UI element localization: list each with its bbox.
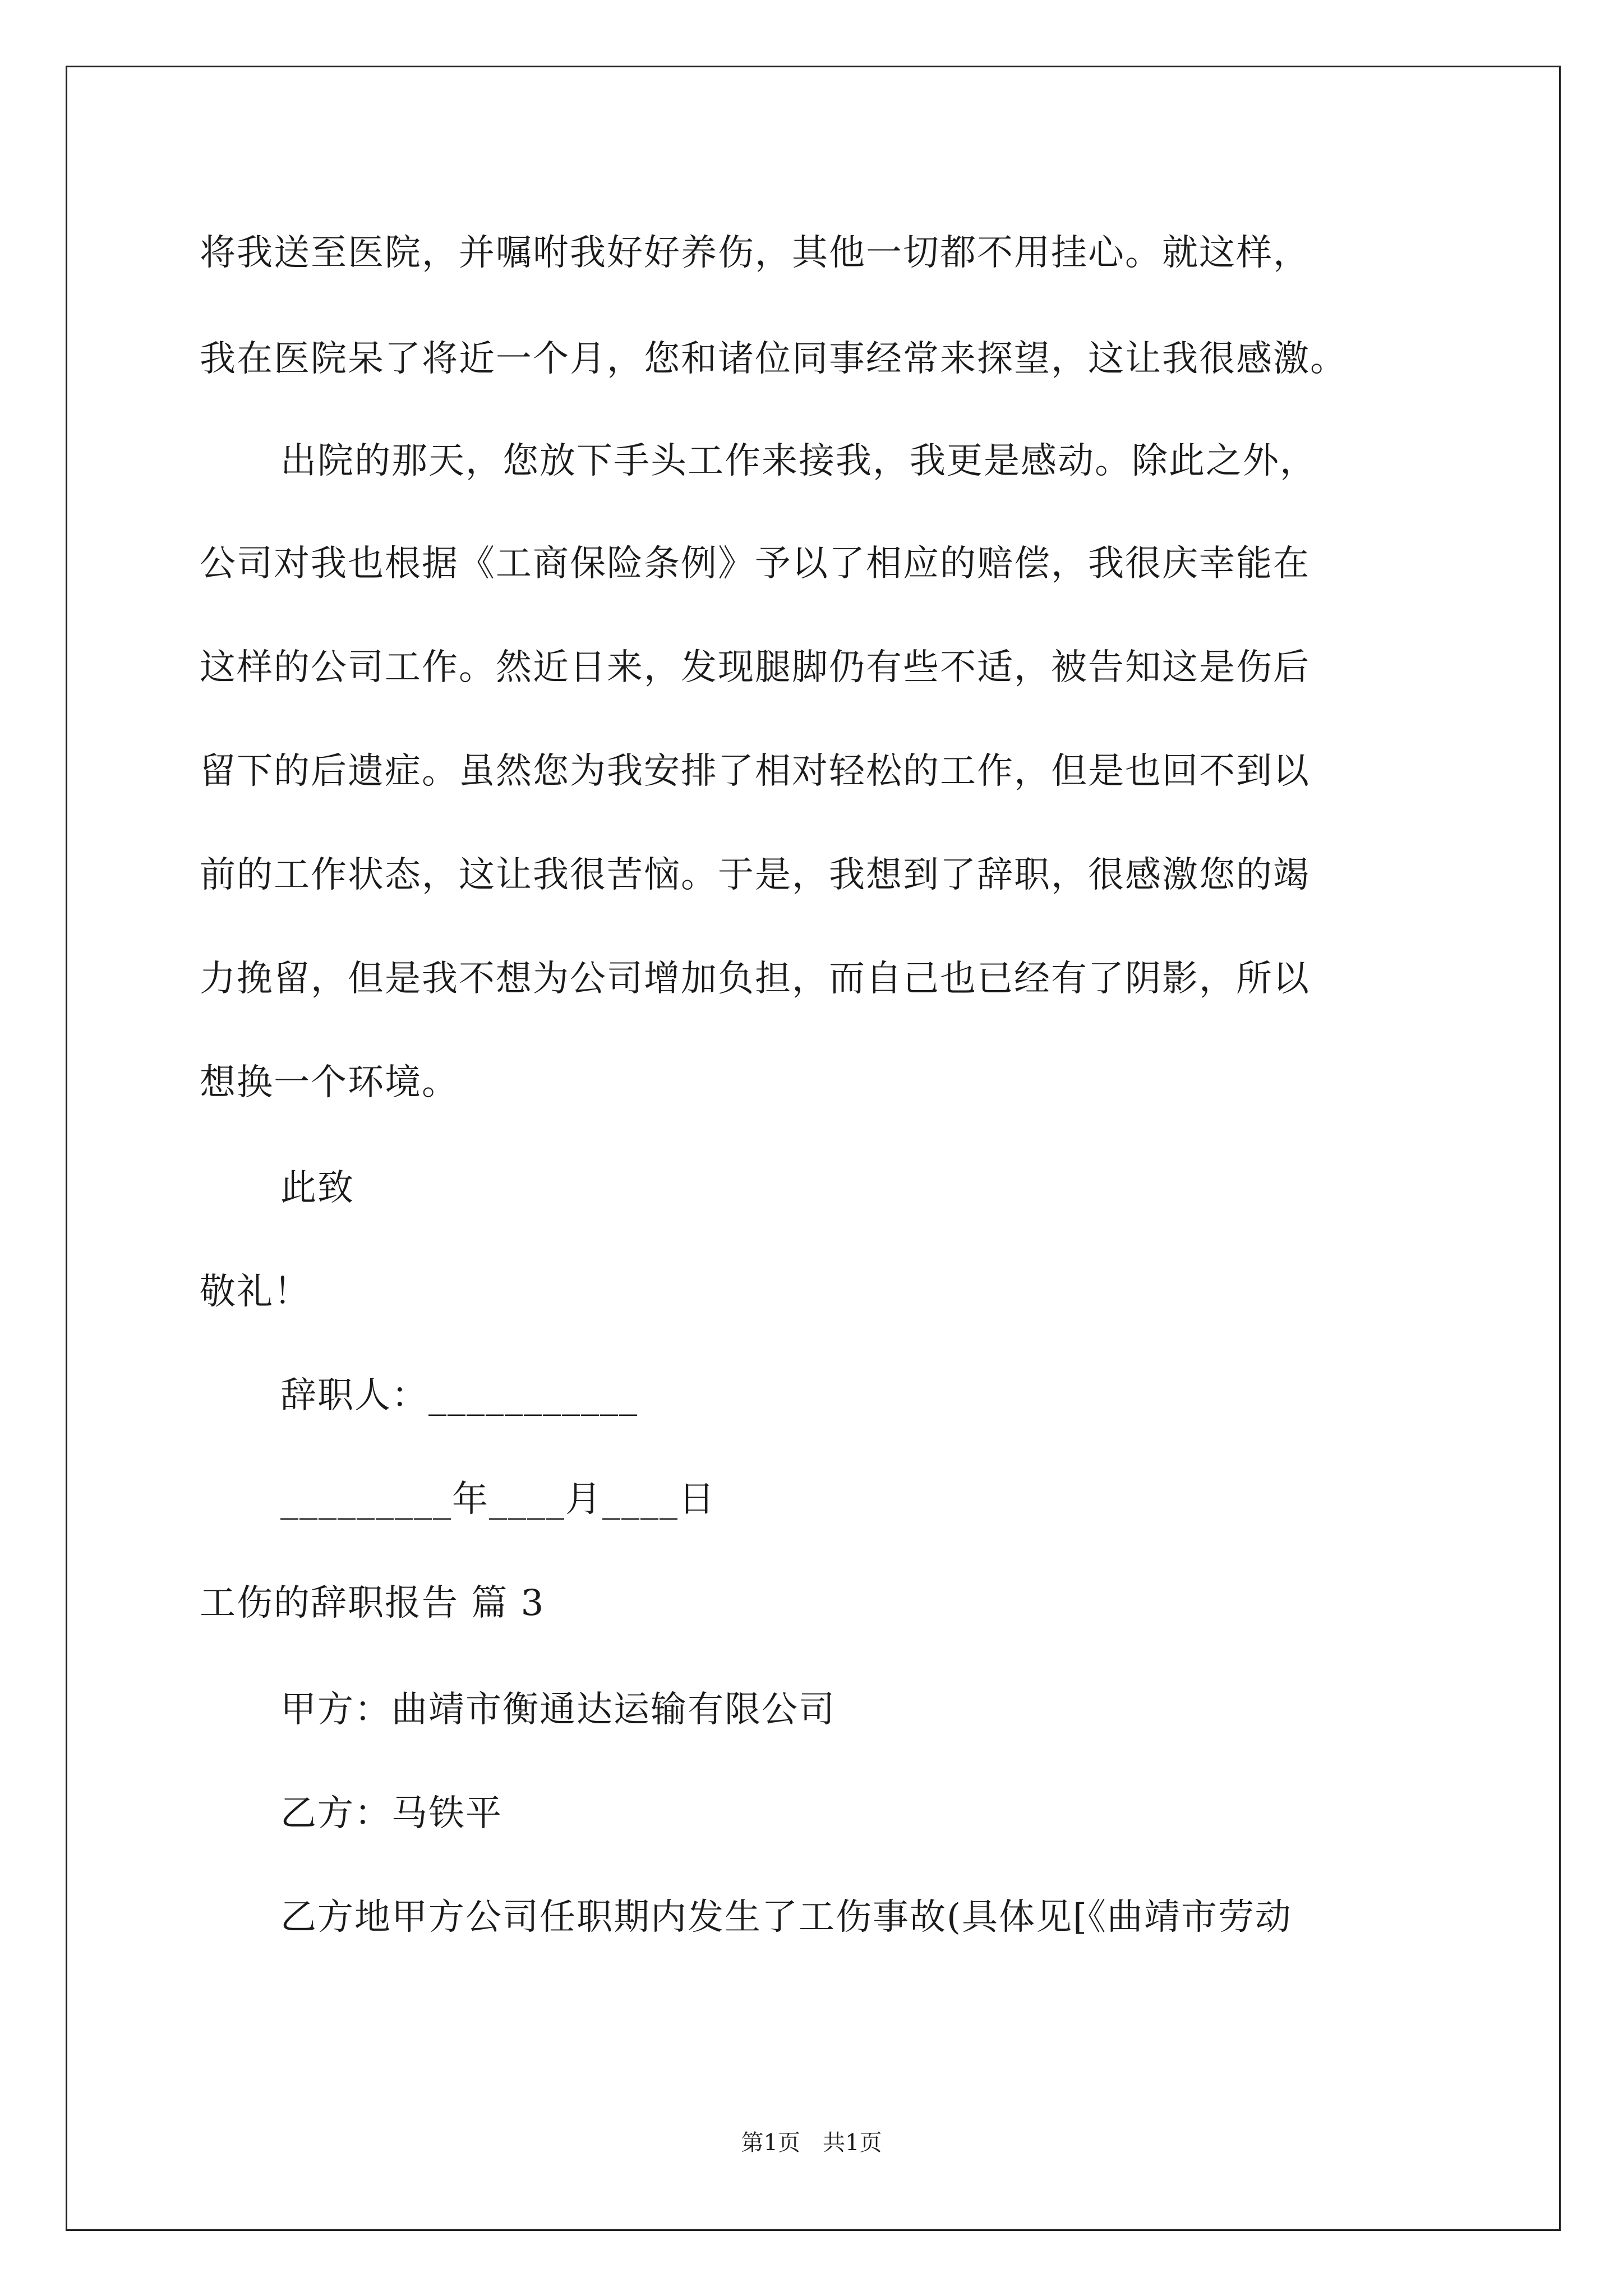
section-heading: 工伤的辞职报告 篇 3	[200, 1582, 545, 1624]
paragraph-line-5: 这样的公司工作。然近日来，发现腿脚仍有些不适，被告知这是伤后	[200, 647, 1310, 688]
closing-salutation: 此致	[280, 1167, 354, 1209]
paragraph-line-6: 留下的后遗症。虽然您为我安排了相对轻松的工作，但是也回不到以	[200, 751, 1310, 792]
date-line: _________年____月____日	[280, 1479, 716, 1520]
closing-regards: 敬礼！	[200, 1271, 311, 1313]
paragraph-line-1: 将我送至医院，并嘱咐我好好养伤，其他一切都不用挂心。就这样，	[200, 232, 1310, 274]
page-footer: 第1页 共1页	[741, 2130, 882, 2156]
party-b-line: 乙方：马铁平	[280, 1793, 502, 1834]
paragraph-line-2: 我在医院呆了将近一个月，您和诸位同事经常来探望，这让我很感激。	[200, 338, 1347, 380]
paragraph-line-last: 乙方地甲方公司任职期内发生了工伤事故(具体见[《曲靖市劳动	[280, 1897, 1292, 1938]
paragraph-line-8: 力挽留，但是我不想为公司增加负担，而自己也已经有了阴影，所以	[200, 958, 1310, 1000]
paragraph-line-9: 想换一个环境。	[200, 1062, 459, 1103]
paragraph-line-3: 出院的那天，您放下手头工作来接我，我更是感动。除此之外，	[280, 440, 1317, 482]
paragraph-line-7: 前的工作状态，这让我很苦恼。于是，我想到了辞职，很感激您的竭	[200, 854, 1310, 896]
party-a-line: 甲方：曲靖市衡通达运输有限公司	[280, 1689, 836, 1731]
paragraph-line-4: 公司对我也根据《工商保险条例》予以了相应的赔偿，我很庆幸能在	[200, 543, 1310, 585]
signature-line: 辞职人：___________	[280, 1375, 638, 1416]
